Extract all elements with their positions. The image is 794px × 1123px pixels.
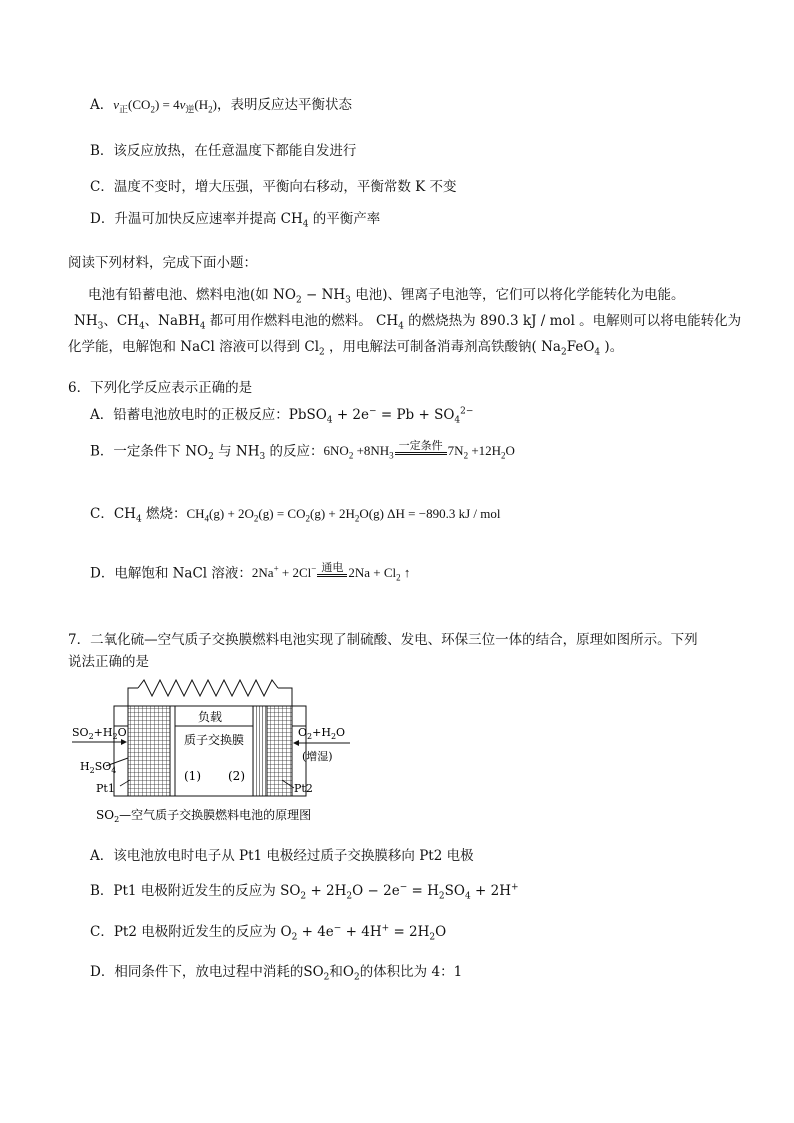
q6-option-b: B．一定条件下 $NO_2$ 与 $NH_3$ 的反应：$6NO_2 +8NH_3$ 一定条件 $7N_2 +12H_2O$ [90,440,515,465]
reading-paragraph-line-1: 电池有铅蓄电池、燃料电池(如 $NO_2 - NH_3$ 电池)、锂离子电池等，它们可以将化学能转化为电能。 [88,287,685,306]
reaction-condition: 一定条件 [395,440,447,465]
q5-option-d: D．升温可加快反应速率并提高 $CH_4$ 的平衡产率 [90,211,381,230]
reading-paragraph-line-3: 化学能，电解饱和 NaCl 溶液可以得到 $Cl_2$ ，用电解法可制备消毒剂高铁酸钠( $Na_2FeO_4$ )。 [68,339,624,358]
q5-option-a: A．$v_正(CO_2) = 4v_逆(H_2)$，表明反应达平衡状态 [90,97,352,115]
fuel-cell-diagram [70,676,355,826]
circuit-wire [128,688,138,706]
reaction-condition: 通电 [317,562,347,587]
pt2-electrode [267,706,292,796]
q5-option-b: B．该反应放热，在任意温度下都能自发进行 [90,143,357,159]
chamber-2-label: (2) [228,769,245,783]
q7-stem-line-1: 7．二氧化硫—空气质子交换膜燃料电池实现了制硫酸、发电、环保三位一体的结合，原理如图所示。下列 [68,632,698,648]
circuit-wire [278,688,292,706]
load-resistor [138,680,278,696]
q7-option-b: B．Pt1 电极附近发生的反应为 $SO_2 + 2H_2O - 2e^- = H_2SO_4 + 2H^+$ [90,882,519,902]
q6-option-a: A．铅蓄电池放电时的正极反应：PbSO$_4$ + $2e^- = Pb + SO_4^{2-}$ [90,406,474,426]
membrane-left [170,706,175,796]
q7-option-d: D．相同条件下，放电过程中消耗的$SO_2$和$O_2$的体积比为 4：1 [90,964,463,983]
membrane-right [253,706,267,796]
right-input-note: (增湿) [302,750,333,763]
right-input-label: $O_2+H_2O$ [298,726,346,741]
pt1-electrode [128,706,170,796]
q5-option-c: C．温度不变时，增大压强，平衡向右移动，平衡常数 K 不变 [90,179,457,195]
reading-intro: 阅读下列材料，完成下面小题： [68,255,257,271]
q6-option-d: D．电解饱和 NaCl 溶液：2Na+ + 2Cl− 通电 $2Na + Cl_2$ ↑ [90,562,410,587]
left-input-label: $SO_2+H_2O$ [72,726,127,741]
pt2-label: Pt2 [294,782,313,795]
membrane-label: 质子交换膜 [183,733,245,747]
load-label: 负载 [197,710,223,724]
q6-stem: 6．下列化学反应表示正确的是 [68,380,253,396]
left-output-label: $H_2SO_4$ [80,760,117,775]
q6-option-c: C．$CH_4$ 燃烧：$CH_4(g) + 2O_2(g) = CO_2(g) + 2H_2O(g) \Delta H = -890.3$ kJ / mol [90,506,501,525]
reading-paragraph-line-2: $NH_3$、$CH_4$、NaBH$_4$ 都可用作燃料电池的燃料。 $CH_4$ 的燃烧热为 890.3 kJ / mol 。电解则可以将电能转化为 [74,313,742,332]
diagram-caption: $SO_2—$空气质子交换膜燃料电池的原理图 [96,808,312,824]
q7-stem-line-2: 说法正确的是 [68,654,149,670]
chamber-1-label: (1) [184,769,201,783]
q7-option-c: C．Pt2 电极附近发生的反应为 $O_2 + 4e^- + 4H^+ = 2H_2O$ [90,923,447,943]
q7-option-a: A．该电池放电时电子从 Pt1 电极经过质子交换膜移向 Pt2 电极 [90,848,474,864]
pt1-label: Pt1 [96,782,115,795]
